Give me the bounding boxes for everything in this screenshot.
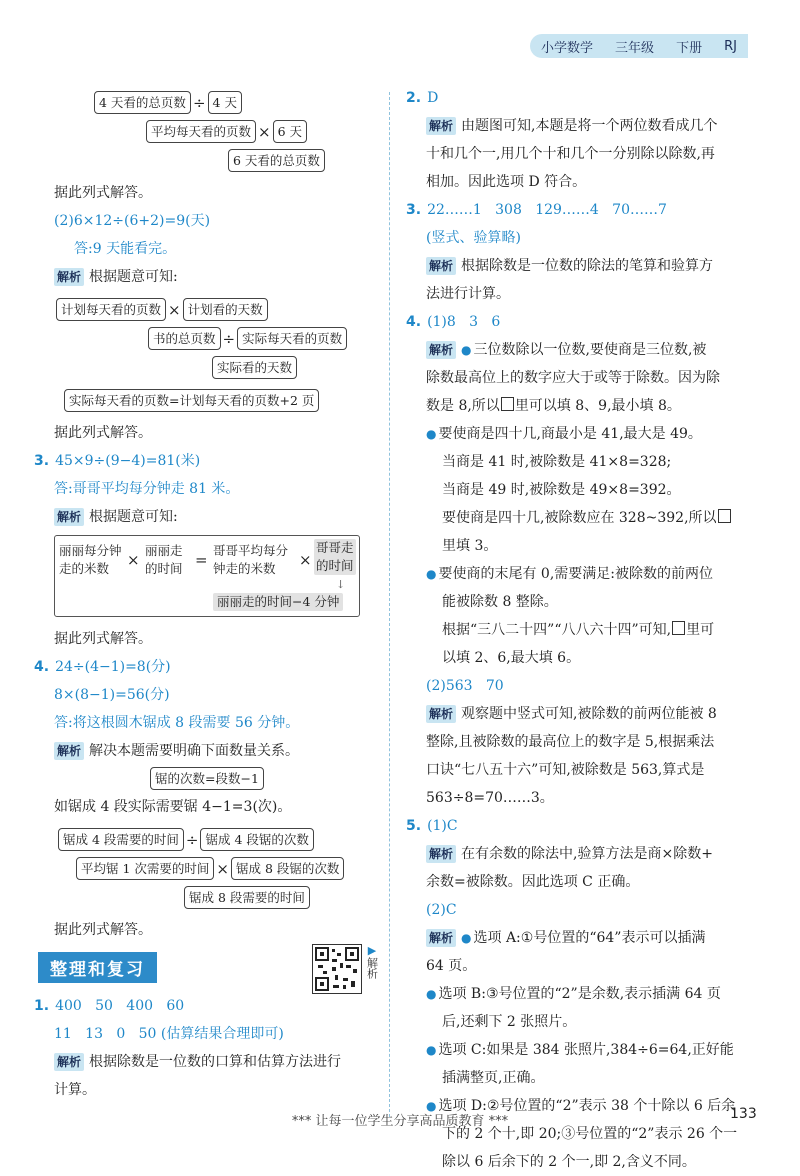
- answer-line: 答:将这根圆木锯成 8 段需要 56 分钟。: [54, 715, 300, 731]
- answer-line: 22……1 308 129……4 70……7: [427, 202, 667, 218]
- analysis-label: 解析: [54, 268, 84, 286]
- text-line: 当商是 41 时,被除数是 41×8=328;: [442, 454, 672, 470]
- text-line: 计算。: [54, 1082, 96, 1098]
- cell-text: 走的米数: [59, 561, 110, 576]
- box-saw-relation: 锯的次数=段数−1: [150, 767, 264, 790]
- cell-bottom: 丽丽走的时间−4 分钟: [213, 593, 343, 611]
- text-line: 除以 6 后余下的 2 个一,即 2,含义不同。: [442, 1154, 696, 1170]
- text-line: 要使商的末尾有 0,需要满足:被除数的前两位: [438, 566, 714, 582]
- box-8seg-count: 锯成 8 段锯的次数: [231, 857, 344, 880]
- analysis-label: 解析: [426, 929, 456, 947]
- text-line: 据此列式解答。: [54, 185, 152, 201]
- box-actual-days: 实际看的天数: [212, 356, 297, 379]
- text-line: 里可以填 8、9,最小填 8。: [514, 398, 681, 414]
- analysis-label: 解析: [426, 845, 456, 863]
- analysis-label: 解析: [54, 508, 84, 526]
- answer-line: (1)8 3 6: [427, 314, 501, 330]
- lightbulb-icon: ●: [426, 427, 437, 441]
- lightbulb-icon: ●: [426, 987, 437, 1001]
- header-grade: 三年级: [615, 40, 655, 56]
- box-4seg-count: 锯成 4 段锯的次数: [200, 828, 313, 851]
- cell-text: 哥哥平均每分: [213, 543, 289, 558]
- answer-line: (竖式、验算略): [426, 230, 521, 246]
- lightbulb-icon: ●: [426, 1043, 437, 1057]
- text-line: 相加。因此选项 D 符合。: [426, 174, 587, 190]
- highlight-cell: [314, 539, 356, 575]
- box-4seg-time: 锯成 4 段需要的时间: [58, 828, 184, 851]
- text-line: 根据题意可知:: [89, 269, 178, 285]
- answer-line: 24÷(4−1)=8(分): [55, 659, 171, 675]
- play-icon: ▶: [367, 944, 377, 957]
- text-line: 以填 2、6,最大填 6。: [442, 650, 581, 666]
- header-volume: 下册: [676, 40, 703, 56]
- text-line: 法进行计算。: [426, 286, 510, 302]
- question-number: 1.: [34, 998, 50, 1014]
- right-column: [406, 84, 766, 1176]
- page-footer: *** 让每一位学生分享高品质教育 ***: [291, 1114, 509, 1129]
- text-line: 根据除数是一位数的除法的笔算和验算方: [461, 258, 714, 274]
- diagram-walking: [54, 535, 360, 617]
- text-line: 在有余数的除法中,验算方法是商×除数+: [461, 846, 713, 862]
- answer-line: 11 13 0 50 (估算结果合理即可): [54, 1026, 284, 1042]
- text-line: 里填 3。: [442, 538, 498, 554]
- lightbulb-icon: ●: [426, 567, 437, 581]
- lightbulb-icon: ●: [461, 931, 472, 945]
- box-plan-days: 计划看的天数: [183, 298, 268, 321]
- text-line: 据此列式解答。: [54, 425, 152, 441]
- text-line: 由题图可知,本题是将一个两位数看成几个: [461, 118, 718, 134]
- qr-caption: [364, 944, 380, 982]
- question-number: 3.: [406, 202, 422, 218]
- text-line: 解决本题需要明确下面数量关系。: [89, 743, 300, 759]
- header-edition: RJ: [724, 38, 737, 54]
- text-line: 数是 8,所以: [426, 398, 500, 414]
- answer-line: 答:9 天能看完。: [74, 241, 177, 257]
- left-column: [34, 84, 379, 1104]
- box-8seg-time: 锯成 8 段需要的时间: [184, 886, 310, 909]
- cell-text: 丽丽走: [145, 543, 183, 558]
- text-line: 观察题中竖式可知,被除数的前两位能被 8: [461, 706, 717, 722]
- question-number: 4.: [406, 314, 422, 330]
- text-line: 根据“三八二十四”“八八六十四”可知,: [442, 622, 672, 638]
- text-line: 整除,且被除数的最高位上的数字是 5,根据乘法: [426, 734, 715, 750]
- question-number: 4.: [34, 659, 50, 675]
- answer-line: 45×9÷(9−4)=81(米): [55, 453, 201, 469]
- text-line: 要使商是四十几,被除数应在 328~392,所以: [442, 510, 717, 526]
- answer-line: 答:哥哥平均每分钟走 81 米。: [54, 481, 240, 497]
- answer-line: 400 50 400 60: [55, 998, 185, 1014]
- text-line: 余数=被除数。因此选项 C 正确。: [426, 874, 640, 890]
- box-actual-pages: 实际每天看的页数: [237, 327, 347, 350]
- book-header-tag: [530, 34, 748, 58]
- box-4day-total: 4 天看的总页数: [94, 91, 191, 114]
- text-line: 563÷8=70……3。: [426, 790, 554, 806]
- text-line: 根据题意可知:: [89, 509, 178, 525]
- analysis-label: 解析: [54, 742, 84, 760]
- question-number: 2.: [406, 90, 422, 106]
- text-line: 选项 D:②号位置的“2”表示 38 个十除以 6 后余: [438, 1098, 736, 1114]
- answer-line: (2)C: [426, 902, 457, 918]
- text-line: 三位数除以一位数,要使商是三位数,被: [473, 342, 707, 358]
- text-line: 根据除数是一位数的口算和估算方法进行: [89, 1054, 342, 1070]
- text-line: 里可: [686, 622, 715, 638]
- header-subject: 小学数学: [541, 40, 594, 56]
- down-arrow-icon: ↓: [336, 578, 346, 591]
- box-relation: 实际每天看的页数=计划每天看的页数+2 页: [64, 389, 319, 412]
- answer-line: (1)C: [427, 818, 458, 834]
- text-line: 能被除数 8 整除。: [442, 594, 558, 610]
- text-line: 如锯成 4 段实际需要锯 4−1=3(次)。: [54, 799, 292, 815]
- box-4day: 4 天: [208, 91, 242, 114]
- analysis-label: 解析: [54, 1053, 84, 1071]
- text-line: 据此列式解答。: [54, 922, 152, 938]
- cell-text: 的时间: [316, 558, 354, 573]
- answer-line: (2)563 70: [426, 678, 504, 694]
- blank-square: [501, 397, 514, 411]
- text-line: 当商是 49 时,被除数是 49×8=392。: [442, 482, 681, 498]
- analysis-label: 解析: [426, 705, 456, 723]
- box-6day-total: 6 天看的总页数: [228, 149, 325, 172]
- box-per-saw-time: 平均锯 1 次需要的时间: [76, 857, 214, 880]
- cell-text: 钟走的米数: [213, 561, 276, 576]
- question-number: 3.: [34, 453, 50, 469]
- equals-sign: =: [195, 551, 208, 569]
- analysis-label: 解析: [426, 341, 456, 359]
- times-sign: ×: [127, 551, 140, 569]
- analysis-label: 解析: [426, 117, 456, 135]
- text-line: 十和几个一,用几个十和几个一分别除以除数,再: [426, 146, 715, 162]
- cell-text: 的时间: [145, 561, 183, 576]
- blank-square: [672, 621, 685, 635]
- text-line: 除数最高位上的数字应大于或等于除数。因为除: [426, 370, 720, 386]
- qr-code-icon[interactable]: [312, 944, 362, 994]
- text-line: 后,还剩下 2 张照片。: [442, 1014, 577, 1030]
- lightbulb-icon: ●: [426, 1099, 437, 1113]
- lightbulb-icon: ●: [461, 343, 472, 357]
- qr-label: 解析: [365, 957, 379, 979]
- text-line: 插满整页,正确。: [442, 1070, 545, 1086]
- cell-text: 丽丽每分钟: [59, 543, 122, 558]
- times-sign: ×: [299, 551, 312, 569]
- answer-line: D: [427, 90, 439, 106]
- text-line: 口诀“七八五十六”可知,被除数是 563,算式是: [426, 762, 705, 778]
- diagram-plan-pages: 计划每天看的页数 × 计划看的天数 书的总页数 ÷ 实际每天看的页数 实际看的天数 实际每天看的页数=计划每天看的页数+2 页: [56, 295, 374, 415]
- answer-line: (2)6×12÷(6+2)=9(天): [54, 213, 211, 229]
- text-line: 下的 2 个十,即 20;③号位置的“2”表示 26 个一: [442, 1126, 738, 1142]
- diagram-saw: 锯成 4 段需要的时间 ÷ 锯成 4 段锯的次数 平均锯 1 次需要的时间 × 锯成 8 段锯的次数 锯成 8 段需要的时间: [54, 825, 374, 912]
- box-plan-pages: 计划每天看的页数: [56, 298, 166, 321]
- page-number: 133: [730, 1106, 757, 1122]
- analysis-label: 解析: [426, 257, 456, 275]
- question-number: 5.: [406, 818, 422, 834]
- text-line: 选项 B:③号位置的“2”是余数,表示插满 64 页: [438, 986, 721, 1002]
- text-line: 64 页。: [426, 958, 477, 974]
- diagram-pages-days: 4 天看的总页数 ÷ 4 天 平均每天看的页数 × 6 天 6 天看的总页数: [94, 88, 374, 175]
- box-6day: 6 天: [273, 120, 307, 143]
- cell-text: 哥哥走: [316, 540, 354, 555]
- text-line: 选项 C:如果是 384 张照片,384÷6=64,正好能: [438, 1042, 734, 1058]
- box-avg-pages: 平均每天看的页数: [146, 120, 256, 143]
- box-total-pages: 书的总页数: [148, 327, 221, 350]
- text-line: 据此列式解答。: [54, 631, 152, 647]
- column-divider: [389, 92, 390, 1117]
- answer-line: 8×(8−1)=56(分): [54, 687, 170, 703]
- text-line: 选项 A:①号位置的“64”表示可以插满: [473, 930, 706, 946]
- section-title: 整理和复习: [38, 952, 157, 983]
- text-line: 要使商是四十几,商最小是 41,最大是 49。: [438, 426, 702, 442]
- blank-square: [718, 509, 731, 523]
